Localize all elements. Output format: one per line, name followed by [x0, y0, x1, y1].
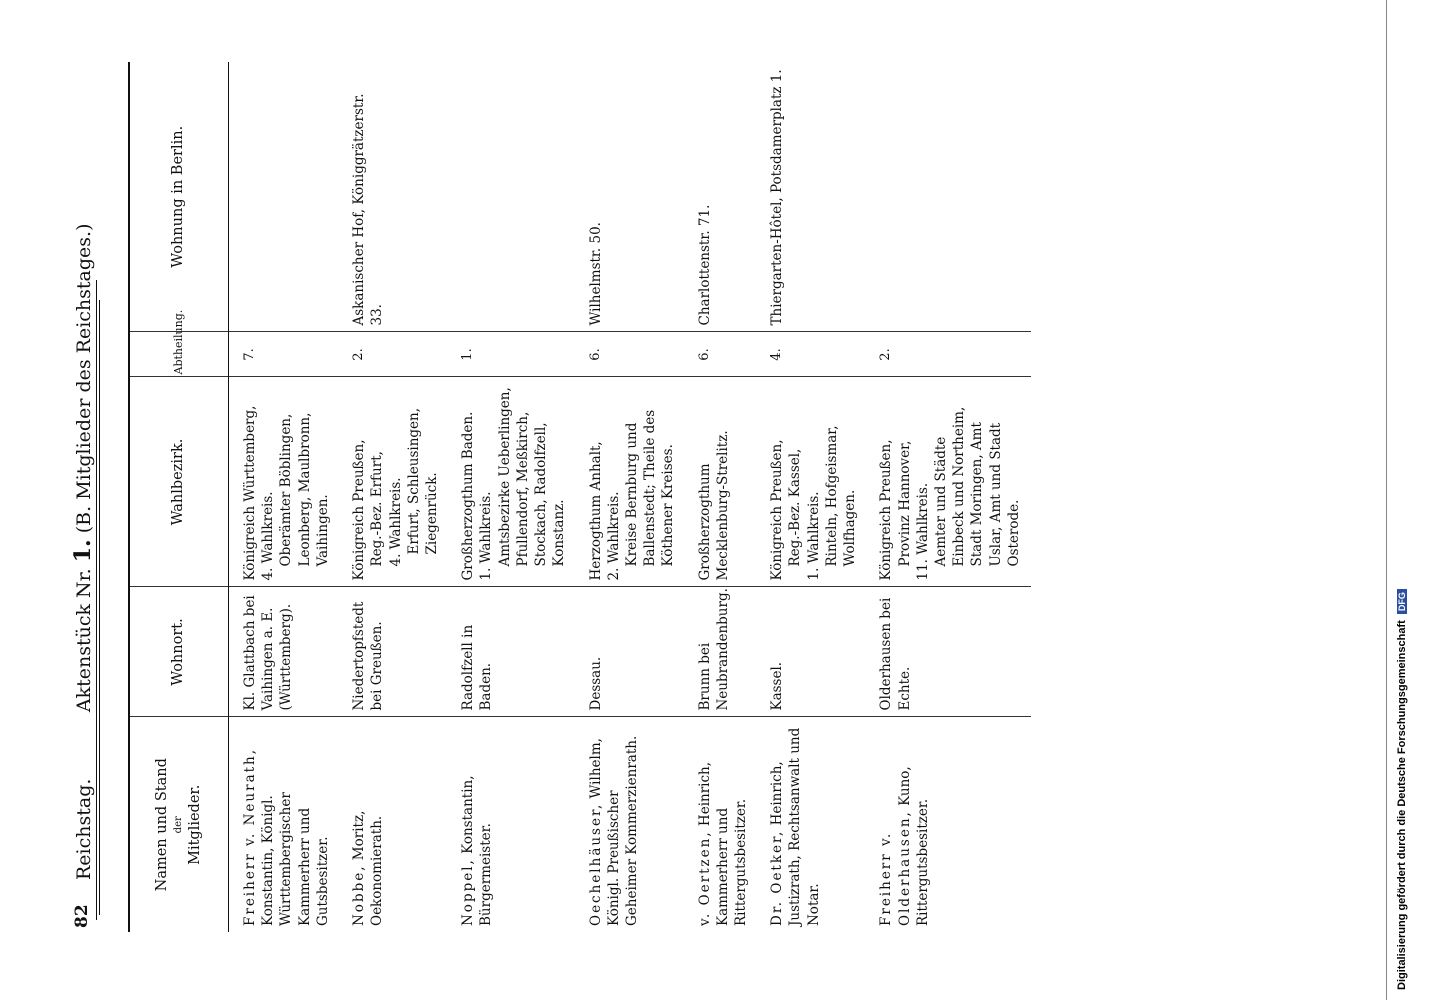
member-name: Nobbe, [351, 864, 368, 926]
cell-abtheilung: 7. [229, 332, 341, 377]
member-title: Heinrich, Kammerherr und Rittergutsbesitzer. [696, 761, 750, 926]
table-row [758, 62, 867, 932]
cell-name [340, 717, 449, 932]
district-line: Kreise Bernburg und Ballenstedt; Theile des Köthener Kreises. [623, 409, 677, 567]
digitization-note [1396, 589, 1408, 990]
cell-abtheilung: 4. [758, 332, 867, 377]
cell-wohnort: Kl. Glattbach bei Vaihingen a. E. (Württemberg). [229, 587, 341, 717]
cell-abtheilung: 2. [867, 332, 1031, 377]
district-line: 1. Wahlkreis. [805, 491, 822, 581]
member-name: Dr. Oetker, [769, 829, 786, 926]
cell-name [229, 717, 341, 932]
member-title: Konstantin, Bürgermeister. [460, 775, 495, 926]
district-line: Königreich Preußen, [351, 439, 368, 581]
cell-wohnort: Niedertopfstedt bei Greußen. [340, 587, 449, 717]
cell-wohnung: Charlottenstr. 71. [686, 62, 759, 332]
member-title: Kuno, Rittergutsbesitzer. [896, 766, 931, 926]
cell-abtheilung: 2. [340, 332, 449, 377]
cell-wohnort: Dessau. [577, 587, 686, 717]
district-line: Oberämter Böblingen, Leonberg, Maulbronn, Vaihingen. [278, 412, 331, 567]
cell-name [449, 717, 576, 932]
cell-wohnort: Kassel. [758, 587, 867, 717]
member-title: Heinrich, Justizrath, Rechtsanwalt und Notar. [769, 727, 822, 926]
table-row [449, 62, 576, 932]
table-header-row [130, 62, 229, 932]
col-header-wohnort: Wohnort. [130, 587, 229, 717]
header-reichstag: Reichstag. [73, 778, 95, 880]
district-line: 4. Wahlkreis. [260, 491, 277, 581]
col-header-wohnung: Wohnung in Berlin. [130, 62, 229, 332]
table-row [577, 62, 686, 932]
cell-wahlbezirk [577, 377, 686, 587]
table-row [340, 62, 449, 932]
member-name: Oechelhäuser, [587, 802, 604, 926]
member-title: Wilhelm, Königl. Preußischer Geheimer Kommerzienrath. [587, 735, 640, 926]
district-line: Königreich Württemberg, [242, 405, 258, 581]
col-header-name [130, 717, 229, 932]
cell-wohnort: Brunn bei Neubrandenburg. [686, 587, 759, 717]
table-row [686, 62, 759, 932]
cell-name [686, 717, 759, 932]
member-name: v. Oertzen, [696, 830, 713, 926]
district-line: Herzogthum Anhalt, [587, 441, 604, 581]
cell-abtheilung: 6. [577, 332, 686, 377]
member-name: Freiherr v. Olderhausen, [878, 810, 913, 926]
cell-wohnung: Thiergarten-Hôtel, Potsdamerplatz 1. [758, 62, 867, 332]
col-header-name-line1: Namen und Stand [153, 758, 170, 892]
page-number: 82 [72, 904, 92, 928]
member-name: Freiherr v. Neurath, [242, 747, 258, 926]
cell-name [867, 717, 1031, 932]
cell-wohnort: Olderhausen bei Echte. [867, 587, 1031, 717]
district-line: Erfurt, Schleusingen, Ziegenrück. [405, 407, 440, 555]
cell-wahlbezirk [340, 377, 449, 587]
district-line: Amtsbezirke Ueberlingen, Pfullendorf, Meßkirch, Stockach, Radolfzell, Konstanz. [496, 387, 568, 567]
page-header [70, 60, 96, 880]
district-line: Reg.-Bez. Erfurt, [369, 451, 386, 567]
district-line: Großherzogthum Mecklenburg-Strelitz. [696, 430, 731, 581]
district-line: 1. Wahlkreis. [478, 491, 495, 581]
header-number: 1. [70, 539, 96, 563]
cell-wohnung [449, 62, 576, 332]
cell-wahlbezirk [686, 377, 759, 587]
cell-wahlbezirk [229, 377, 341, 587]
col-header-name-line2: der [173, 816, 185, 834]
cell-wahlbezirk [867, 377, 1031, 587]
member-title: Konstantin, Königl. Württembergischer Kammerherr und Gutsbesitzer. [260, 792, 331, 926]
cell-abtheilung: 6. [686, 332, 759, 377]
header-section: (B. Mitglieder des Reichstages.) [73, 223, 95, 534]
digitization-note-text: Digitalisierung gefördert durch die Deutsche Forschungsgemeinschaft [1396, 620, 1408, 990]
cell-wohnung: Askanischer Hof, Königgrätzerstr. 33. [340, 62, 449, 332]
member-title: Moritz, Oekonomierath. [351, 810, 386, 926]
table-row [229, 62, 341, 932]
cell-name [758, 717, 867, 932]
district-line: Königreich Preußen, [878, 439, 895, 581]
dfg-logo: DFG [1397, 589, 1407, 614]
cell-wohnort: Radolfzell in Baden. [449, 587, 576, 717]
district-line: 2. Wahlkreis. [605, 491, 622, 581]
district-line: Königreich Preußen, [769, 439, 786, 581]
members-table [130, 62, 1031, 932]
district-line: Reg.-Bez. Kassel, [787, 448, 804, 567]
district-line: 4. Wahlkreis. [387, 477, 404, 567]
col-header-name-line3: Mitglieder. [186, 784, 203, 865]
district-line: Rinteln, Hofgeismar, Wolfhagen. [823, 425, 859, 567]
district-line: Großherzogthum Baden. [460, 411, 477, 581]
cell-wahlbezirk [758, 377, 867, 587]
cell-wohnung [229, 62, 341, 332]
header-rule [96, 280, 97, 920]
cell-wahlbezirk [449, 377, 576, 587]
col-header-abtheilung: Abtheilung. [130, 332, 229, 377]
member-name: Noppel, [460, 858, 477, 926]
district-line: Provinz Hannover, [896, 440, 913, 567]
table-row [867, 62, 1031, 932]
cell-wohnung: Wilhelmstr. 50. [577, 62, 686, 332]
district-line: Aemter und Städte Einbeck und Northeim, Stadt Moringen, Amt Uslar, Amt und Stadt Osterode. [933, 406, 1022, 567]
cell-abtheilung: 1. [449, 332, 576, 377]
district-line: 11. Wahlkreis. [914, 482, 931, 581]
header-rule-2 [99, 300, 100, 915]
header-aktenstueck: Aktenstück Nr. [73, 568, 95, 713]
cell-wohnung [867, 62, 1031, 332]
cell-name [577, 717, 686, 932]
col-header-wahlbezirk: Wahlbezirk. [130, 377, 229, 587]
